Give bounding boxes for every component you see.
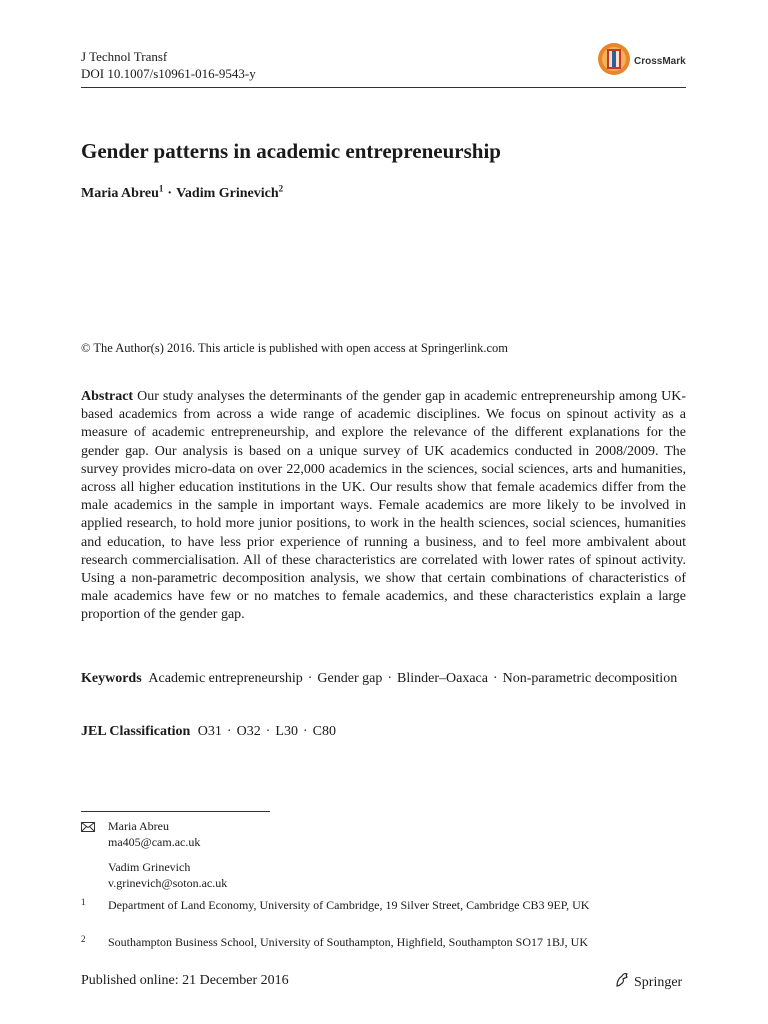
jel-label: JEL Classification xyxy=(81,724,191,739)
keyword: Blinder–Oaxaca xyxy=(397,671,488,686)
keywords-label: Keywords xyxy=(81,671,142,686)
copyright-notice: © The Author(s) 2016. This article is published with open access at Springerlink.com xyxy=(81,341,509,355)
springer-horse-icon xyxy=(614,972,630,993)
journal-name: J Technol Transf xyxy=(81,49,168,64)
keyword-separator: · xyxy=(492,671,498,686)
keyword: Non-parametric decomposition xyxy=(502,671,678,686)
springer-logo xyxy=(614,972,682,993)
affiliation-text: Southampton Business School, University of Southampton, Highfield, Southampton SO17 1BJ, UK xyxy=(108,935,589,949)
journal-doi[interactable]: DOI 10.1007/s10961-016-9543-y xyxy=(81,66,256,81)
article-title: Gender patterns in academic entrepreneurship xyxy=(81,139,501,163)
jel-separator: · xyxy=(265,724,271,739)
abstract-text: Our study analyses the determinants of the gender gap in academic entrepreneurship among UK-based academics from across a wide range of academic disciplines. We focus on spinout activity as a measure of academic entrepreneurship, and explore the relevance of the different explanations for the gender gap. Our analysis is based on a unique survey of UK academics conducted in 2008/2009. The survey provides micro-data on over 22,000 academics in the sciences, social sciences, arts and humanities, across all higher education institutions in the UK. Our results show that female academics differ from the male academics in the sample in important ways. Female academics are more likely to be involved in applied research, to hold more junior positions, to work in the health sciences, social sciences, humanities and education, to have less prior experience of running a business, and to feel more ambivalent about research commercialisation. All of these characteristics are correlated with lower rates of spinout activity. Using a non-parametric decomposition analysis, we show that certain combinations of characteristics of male academics have few or no matches to female academics, and these characteristics explain a large proportion of the gender gap. xyxy=(81,389,686,623)
published-date: Published online: 21 December 2016 xyxy=(81,973,289,988)
author-affil-marker: 2 xyxy=(278,183,284,194)
crossmark-badge[interactable] xyxy=(597,42,686,81)
abstract-label: Abstract xyxy=(81,389,134,404)
jel-separator: · xyxy=(226,724,232,739)
jel-code: C80 xyxy=(312,724,336,739)
footnote-divider xyxy=(81,811,270,812)
crossmark-icon xyxy=(597,42,631,81)
jel-code: O31 xyxy=(197,724,222,739)
envelope-icon xyxy=(81,820,95,836)
jel-code: O32 xyxy=(236,724,261,739)
crossmark-label: CrossMark xyxy=(634,56,686,67)
springer-label: Springer xyxy=(634,974,683,990)
contact-entry xyxy=(108,818,227,891)
contact-block xyxy=(81,818,227,891)
header-divider xyxy=(81,87,686,88)
affiliation-text: Department of Land Economy, University of Cambridge, 19 Silver Street, Cambridge CB3 9EP, UK xyxy=(108,898,590,912)
journal-info xyxy=(81,48,256,82)
jel-separator: · xyxy=(302,724,308,739)
contact-email[interactable]: ma405@cam.ac.uk xyxy=(108,835,201,849)
affiliation-number: 2 xyxy=(81,934,86,944)
abstract xyxy=(81,388,686,625)
author-line xyxy=(81,183,284,202)
affiliation-number: 1 xyxy=(81,897,86,907)
keyword-separator: · xyxy=(387,671,392,686)
author-affil-marker: 1 xyxy=(158,183,164,194)
author-name: Vadim Grinevich xyxy=(176,186,279,201)
keyword: Academic entrepreneurship xyxy=(148,671,303,686)
affiliation xyxy=(81,898,686,913)
contact-name: Vadim Grinevich xyxy=(108,860,191,874)
author-separator: · xyxy=(167,186,173,201)
contact-email[interactable]: v.grinevich@soton.ac.uk xyxy=(108,876,228,890)
affiliation xyxy=(81,935,686,950)
jel-classification xyxy=(81,724,336,740)
keywords xyxy=(81,670,686,689)
keyword-separator: · xyxy=(307,671,313,686)
author-name: Maria Abreu xyxy=(81,186,159,201)
keyword: Gender gap xyxy=(317,671,383,686)
jel-code: L30 xyxy=(275,724,298,739)
contact-name: Maria Abreu xyxy=(108,819,169,833)
